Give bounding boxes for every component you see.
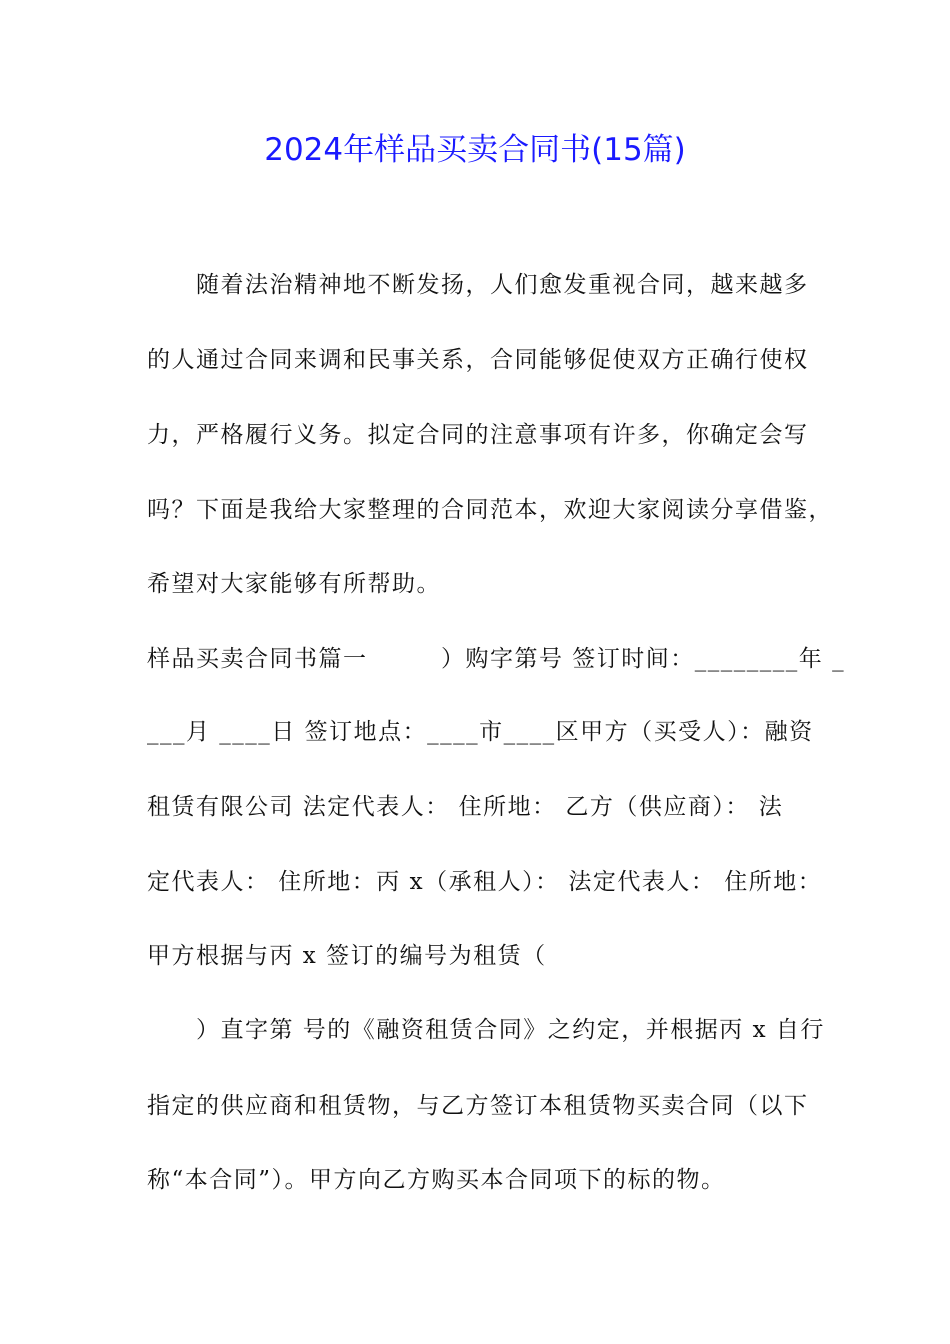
- paragraph-line: 甲方根据与丙 x 签订的编号为租赁（: [147, 943, 547, 969]
- paragraph-line: 定代表人： 住所地：丙 x（承租人）： 法定代表人： 住所地：: [147, 869, 823, 895]
- paragraph-line: 希望对大家能够有所帮助。: [147, 571, 441, 597]
- paragraph-line: 力，严格履行义务。拟定合同的注意事项有许多，你确定会写: [147, 422, 809, 448]
- paragraph-line: ___月 ____日 签订地点：____市____区甲方（买受人）：融资: [147, 719, 814, 745]
- paragraph-line: 吗？下面是我给大家整理的合同范本，欢迎大家阅读分享借鉴，: [147, 497, 833, 523]
- paragraph-line: 样品买卖合同书篇一 ）购字第号 签订时间：________年 _: [147, 646, 846, 672]
- paragraph-line: 租赁有限公司 法定代表人： 住所地： 乙方（供应商）： 法: [147, 794, 784, 820]
- paragraph-line: 称“本合同”）。甲方向乙方购买本合同项下的标的物。: [147, 1167, 726, 1193]
- paragraph-line: 随着法治精神地不断发扬，人们愈发重视合同，越来越多: [147, 272, 809, 298]
- document-title: 2024年样品买卖合同书(15篇): [264, 132, 686, 168]
- paragraph-line: ）直字第 号的《融资租赁合同》之约定，并根据丙 x 自行: [147, 1017, 825, 1043]
- paragraph-line: 指定的供应商和租赁物，与乙方签订本租赁物买卖合同（以下: [147, 1093, 809, 1119]
- paragraph-line: 的人通过合同来调和民事关系，合同能够促使双方正确行使权: [147, 347, 809, 373]
